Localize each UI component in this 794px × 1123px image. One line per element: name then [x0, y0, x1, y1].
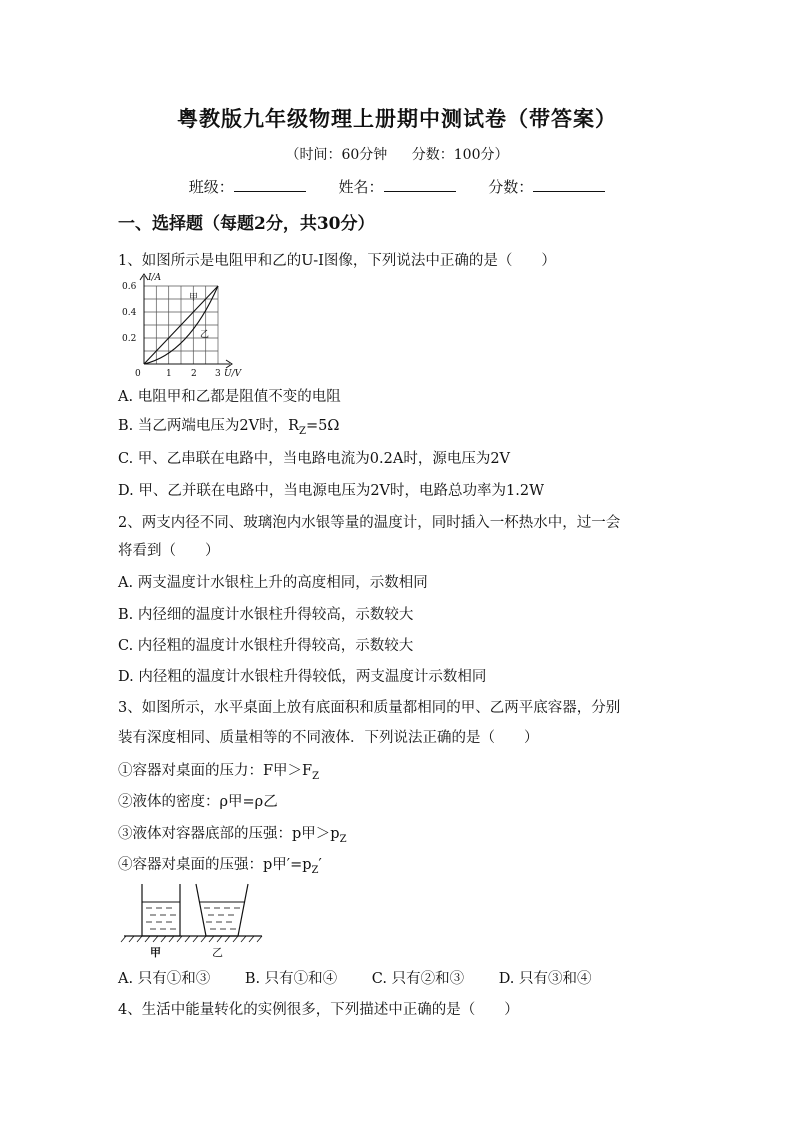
exam-time: （时间：60分钟 [285, 147, 388, 163]
q4-stem: 4、生活中能量转化的实例很多，下列描述中正确的是（ ） [118, 1002, 519, 1018]
q1-stem: 1、如图所示是电阻甲和乙的U-I图像，下列说法中正确的是（ ） [118, 253, 556, 269]
q1-option-b-text: B. 当乙两端电压为2V时，R [118, 418, 299, 434]
x-tick: 2 [191, 369, 197, 379]
statement-3-text: ③液体对容器底部的压强：p甲＞p [118, 826, 340, 842]
statement-4-sub: Z [311, 864, 319, 876]
q1-option-b[interactable] [118, 414, 339, 437]
q3-stem-cont: 装有深度相同、质量相等的不同液体．下列说法正确的是（ ） [118, 730, 539, 746]
y-tick: 0.2 [122, 334, 137, 344]
q1-option-a[interactable]: A. 电阻甲和乙都是阻值不变的电阻 [118, 389, 341, 405]
label-jia: 甲 [189, 293, 199, 303]
x-tick: 1 [166, 369, 172, 379]
score-blank[interactable] [533, 177, 605, 192]
y-tick: 0.6 [122, 282, 137, 292]
q2-stem: 2、两支内径不同、玻璃泡内水银等量的温度计，同时插入一杯热水中，过一会 [118, 515, 621, 531]
x-tick: 3 [215, 369, 221, 379]
ui-graph [118, 270, 253, 380]
containers-figure [120, 880, 270, 962]
y-axis-label: I/A [148, 273, 162, 283]
table-hatch [121, 936, 262, 942]
q3-statement-4 [118, 853, 322, 876]
figure-label-jia: 甲 [150, 946, 161, 959]
q1-option-b-sub: Z [299, 425, 306, 437]
label-yi: 乙 [200, 330, 210, 340]
name-field [338, 178, 455, 196]
class-label: 班级： [188, 178, 234, 196]
statement-3-sub: Z [339, 833, 347, 845]
exam-score-total: 分数：100分） [411, 147, 509, 163]
q3-statement-1 [118, 759, 319, 782]
q1-option-d[interactable]: D. 甲、乙并联在电路中，当电源电压为2V时，电路总功率为1.2W [118, 483, 544, 499]
container-yi [196, 884, 248, 936]
q3-stem: 3、如图所示，水平桌面上放有底面积和质量都相同的甲、乙两平底容器，分别 [118, 700, 621, 716]
score-field [488, 178, 605, 196]
exam-meta [0, 144, 794, 164]
q3-option-a[interactable]: A. 只有①和③ [118, 971, 211, 987]
q3-options [118, 967, 622, 988]
q3-statement-2: ②液体的密度：ρ甲=ρ乙 [118, 794, 278, 810]
statement-4-end: ′ [318, 857, 322, 873]
q3-statement-3 [118, 822, 347, 845]
class-blank[interactable] [234, 177, 306, 192]
x-axis-label: U/V [224, 369, 242, 379]
q2-option-a[interactable]: A. 两支温度计水银柱上升的高度相同，示数相同 [118, 575, 428, 591]
name-blank[interactable] [384, 177, 456, 192]
q3-option-c[interactable]: C. 只有②和③ [371, 971, 465, 987]
q2-option-c[interactable]: C. 内径粗的温度计水银柱升得较高，示数较大 [118, 638, 414, 654]
statement-4-text: ④容器对桌面的压强：p甲′=p [118, 857, 312, 873]
q2-option-b[interactable]: B. 内径细的温度计水银柱升得较高，示数较大 [118, 607, 414, 623]
name-label: 姓名： [338, 178, 384, 196]
container-jia [142, 884, 180, 936]
y-tick: 0.4 [122, 308, 137, 318]
figure-label-yi: 乙 [212, 946, 223, 959]
q1-option-b-end: =5Ω [305, 418, 340, 434]
statement-1-text: ①容器对桌面的压力：F甲＞F [118, 763, 313, 779]
student-info [0, 176, 794, 197]
q3-option-d[interactable]: D. 只有③和④ [498, 971, 592, 987]
q1-option-c[interactable]: C. 甲、乙串联在电路中，当电路电流为0.2A时，源电压为2V [118, 451, 511, 467]
q3-option-b[interactable]: B. 只有①和④ [244, 971, 338, 987]
statement-1-sub: Z [312, 770, 320, 782]
page-title: 粤教版九年级物理上册期中测试卷（带答案） [177, 106, 617, 131]
x-tick: 0 [135, 369, 141, 379]
q2-stem-cont: 将看到（ ） [118, 543, 220, 559]
class-field [189, 178, 306, 196]
q2-option-d[interactable]: D. 内径粗的温度计水银柱升得较低，两支温度计示数相同 [118, 669, 487, 685]
score-label: 分数： [488, 178, 534, 196]
section-heading: 一、选择题（每题2分，共30分） [118, 214, 375, 234]
